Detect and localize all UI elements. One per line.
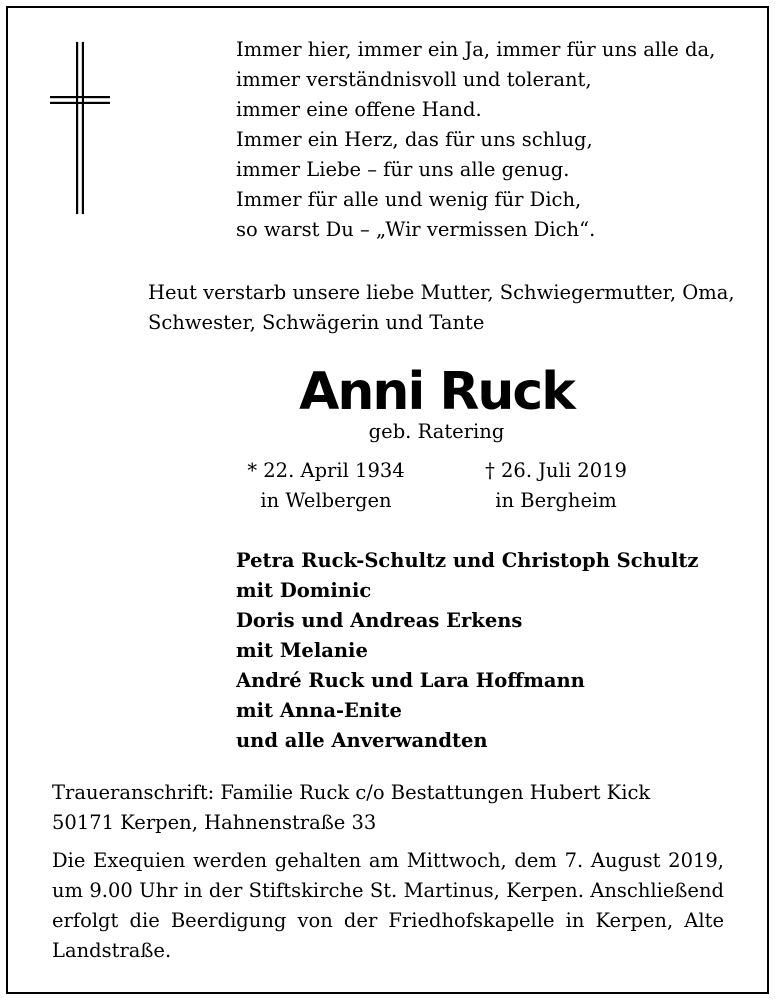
- cross-icon: [50, 42, 110, 214]
- intro-line: Heut verstarb unsere liebe Mutter, Schwiegermutter, Oma,: [148, 281, 735, 304]
- poem-line: Immer ein Herz, das für uns schlug,: [236, 128, 593, 151]
- address-line: Traueranschrift: Familie Ruck c/o Bestattungen Hubert Kick: [52, 781, 651, 804]
- service-details: Die Exequien werden gehalten am Mittwoch, dem 7. August 2019, um 9.00 Uhr in der Stiftskirche St. Martinus, Kerpen. Anschließend erfolgt die Beerdigung von der Friedhofskapelle in Kerpen, Alte Landstraße.: [52, 849, 724, 962]
- death-date: † 26. Juli 2019: [485, 459, 627, 482]
- mourner-line: mit Dominic: [236, 579, 372, 602]
- poem-line: Immer für alle und wenig für Dich,: [236, 188, 582, 211]
- mourning-address: [52, 778, 732, 838]
- birth-place: in Welbergen: [260, 489, 392, 512]
- poem-line: so warst Du – „Wir vermissen Dich“.: [236, 218, 596, 241]
- address-line: 50171 Kerpen, Hahnenstraße 33: [52, 811, 377, 834]
- birth-date: * 22. April 1934: [247, 459, 405, 482]
- mourner-line: Petra Ruck-Schultz und Christoph Schultz: [236, 549, 699, 572]
- maiden-name: geb. Ratering: [368, 420, 505, 443]
- death-info: [466, 456, 646, 516]
- announcement-intro: [148, 278, 748, 338]
- mourner-line: mit Melanie: [236, 639, 368, 662]
- mourners-list: [236, 546, 736, 756]
- mourner-line: Doris und Andreas Erkens: [236, 609, 523, 632]
- poem-line: immer eine offene Hand.: [236, 98, 482, 121]
- mourner-line: mit Anna-Enite: [236, 699, 402, 722]
- death-place: in Bergheim: [495, 489, 617, 512]
- mourner-line: und alle Anverwandten: [236, 729, 488, 752]
- poem-line: immer verständnisvoll und tolerant,: [236, 68, 592, 91]
- poem-line: immer Liebe – für uns alle genug.: [236, 158, 570, 181]
- poem-line: Immer hier, immer ein Ja, immer für uns alle da,: [236, 38, 716, 61]
- mourner-line: André Ruck und Lara Hoffmann: [236, 669, 585, 692]
- birth-info: [228, 456, 424, 516]
- poem: [236, 35, 736, 245]
- deceased-name: Anni Ruck: [299, 362, 574, 422]
- intro-line: Schwester, Schwägerin und Tante: [148, 311, 485, 334]
